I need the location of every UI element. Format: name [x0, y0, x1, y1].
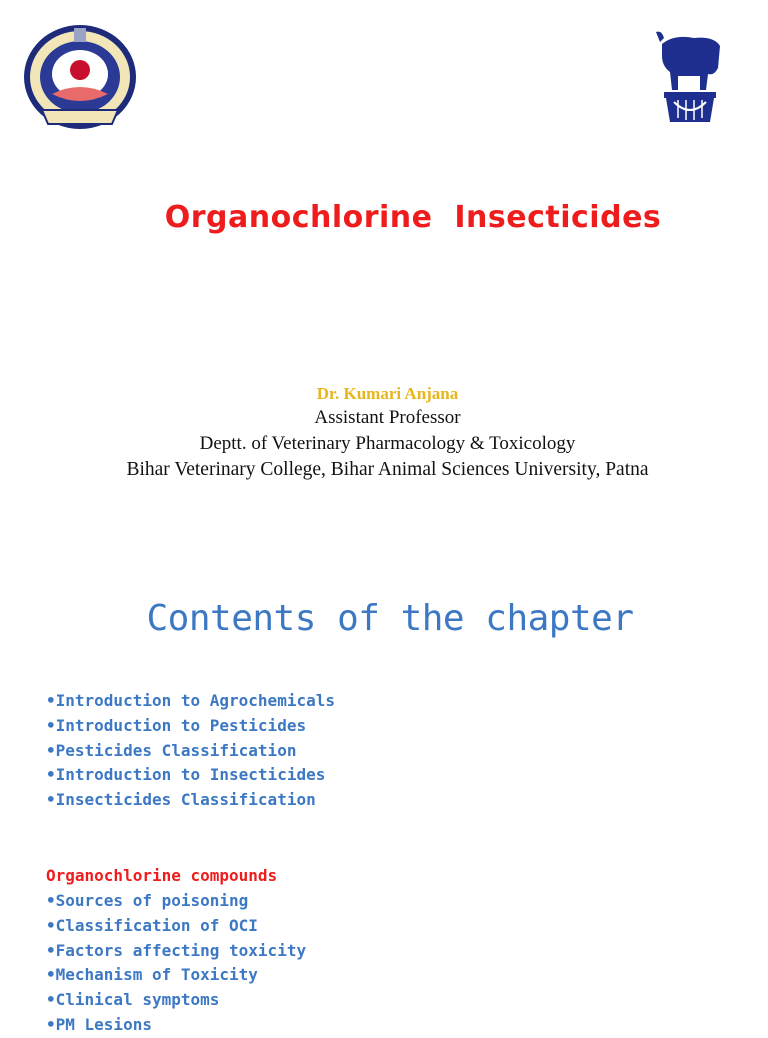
list-item: •Introduction to Insecticides	[46, 765, 326, 785]
list-item: •Introduction to Pesticides	[46, 715, 307, 735]
contents-heading: Contents of the chapter	[146, 598, 634, 639]
intro-list	[46, 689, 335, 813]
author-department: Deptt. of Veterinary Pharmacology & Toxicology	[199, 433, 576, 454]
section-list	[46, 889, 306, 1038]
author-block	[0, 383, 768, 483]
section-heading: Organochlorine compounds	[46, 866, 278, 885]
list-item: •Pesticides Classification	[46, 740, 297, 760]
author-designation: Assistant Professor	[314, 407, 461, 428]
list-item: •Insecticides Classification	[46, 790, 316, 810]
author-name: Dr. Kumari Anjana	[316, 384, 459, 403]
list-item: •Mechanism of Toxicity	[46, 965, 258, 985]
university-seal-logo	[22, 22, 138, 132]
bull-emblem-logo	[654, 28, 726, 126]
author-institution: Bihar Veterinary College, Bihar Animal Sciences University, Patna	[126, 459, 649, 480]
list-item: •Factors affecting toxicity	[46, 940, 307, 960]
list-item: •Classification of OCI	[46, 915, 258, 935]
list-item: •PM Lesions	[46, 1014, 152, 1034]
list-item: •Introduction to Agrochemicals	[46, 691, 335, 710]
slide-title: Organochlorine Insecticides	[164, 200, 662, 235]
list-item: •Clinical symptoms	[46, 990, 220, 1010]
list-item: •Sources of poisoning	[46, 891, 249, 910]
